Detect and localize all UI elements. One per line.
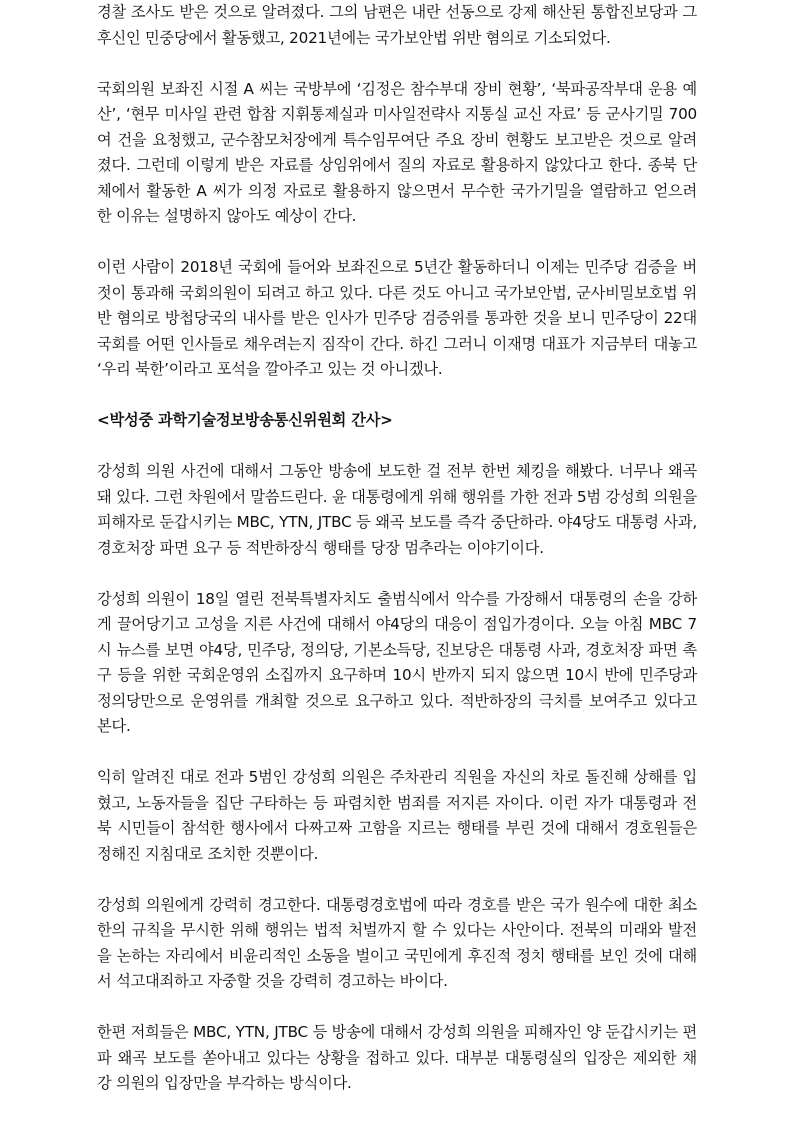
paragraph-4: 강성희 의원 사건에 대해서 그동안 방송에 보도한 걸 전부 한번 체킹을 해봤다. 너무나 왜곡돼 있다. 그런 차원에서 말씀드린다. 윤 대통령에게 위해 행위를 가한 전과 5범 강성희 의원을 피해자로 둔갑시키는 MBC, YTN, JTBC 등 왜곡 보도를 즉각 중단하라. 야4당도 대통령 사과, 경호처장 파면 요구 등 적반하장식 행태를 당장 멈추라는 이야기이다. [97, 462, 697, 557]
paragraph-1: 경찰 조사도 받은 것으로 알려졌다. 그의 남편은 내란 선동으로 강제 해산된 통합진보당과 그 후신인 민중당에서 활동했고, 2021년에는 국가보안법 위반 혐의로 기소되었다. [97, 3, 697, 47]
paragraph-7: 강성희 의원에게 강력히 경고한다. 대통령경호법에 따라 경호를 받은 국가 원수에 대한 최소한의 규칙을 무시한 위해 행위는 법적 처벌까지 할 수 있다는 사안이다. 전북의 미래와 발전을 논하는 자리에서 비윤리적인 소동을 벌이고 국민에게 후진적 정치 행태를 보인 것에 대해서 석고대죄하고 자중할 것을 강력히 경고하는 바이다. [97, 895, 697, 990]
paragraph-3: 이런 사람이 2018년 국회에 들어와 보좌진으로 5년간 활동하더니 이제는 민주당 검증을 버젓이 통과해 국회의원이 되려고 하고 있다. 다른 것도 아니고 국가보안법, 군사비밀보호법 위반 혐의로 방첩당국의 내사를 받은 인사가 민주당 검증위를 통과한 것을 보니 민주당이 22대 국회를 어떤 인사들로 채우려는지 짐작이 간다. 하긴 그러니 이재명 대표가 지금부터 대놓고 ‘우리 북한’이라고 포석을 깔아주고 있는 것 아니겠나. [97, 258, 697, 378]
section-heading: <박성중 과학기술정보방송통신위원회 간사> [97, 411, 393, 429]
paragraph-2: 국회의원 보좌진 시절 A 씨는 국방부에 ‘김정은 참수부대 장비 현황’, ‘북파공작부대 운용 예산’, ‘현무 미사일 관련 합참 지휘통제실과 미사일전략사 지통실 교신 자료’ 등 군사기밀 700여 건을 요청했고, 군수참모처장에게 특수임무여단 주요 장비 현황도 보고받은 것으로 알려졌다. 그런데 이렇게 받은 자료를 상임위에서 질의 자료로 활용하지 않았다고 한다. 종북 단체에서 활동한 A 씨가 의정 자료로 활용하지 않으면서 무수한 국가기밀을 열람하고 얻으려 한 이유는 설명하지 않아도 예상이 간다. [97, 79, 697, 225]
paragraph-8: 한편 저희들은 MBC, YTN, JTBC 등 방송에 대해서 강성희 의원을 피해자인 양 둔갑시키는 편파 왜곡 보도를 쏟아내고 있다는 상황을 접하고 있다. 대부분 대통령실의 입장은 제외한 채 강 의원의 입장만을 부각하는 방식이다. [97, 1023, 697, 1092]
paragraph-5: 강성희 의원이 18일 열린 전북특별자치도 출범식에서 악수를 가장해서 대통령의 손을 강하게 끌어당기고 고성을 지른 사건에 대해서 야4당의 대응이 점입가경이다. 오늘 아침 MBC 7시 뉴스를 보면 야4당, 민주당, 정의당, 기본소득당, 진보당은 대통령 사과, 경호처장 파면 촉구 등을 위한 국회운영위 소집까지 요구하며 10시 반까지 되지 않으면 10시 반에 민주당과 정의당만으로 운영위를 개최할 것으로 요구하고 있다. 적반하장의 극치를 보여주고 있다고 본다. [97, 589, 697, 735]
document-body [97, 0, 697, 1122]
paragraph-6: 익히 알려진 대로 전과 5범인 강성희 의원은 주차관리 직원을 자신의 차로 돌진해 상해를 입혔고, 노동자들을 집단 구타하는 등 파렴치한 범죄를 저지른 자이다. 이런 자가 대통령과 전북 시민들이 참석한 행사에서 다짜고짜 고함을 지르는 행태를 부린 것에 대해서 경호원들은 정해진 지침대로 조치한 것뿐이다. [97, 768, 697, 863]
